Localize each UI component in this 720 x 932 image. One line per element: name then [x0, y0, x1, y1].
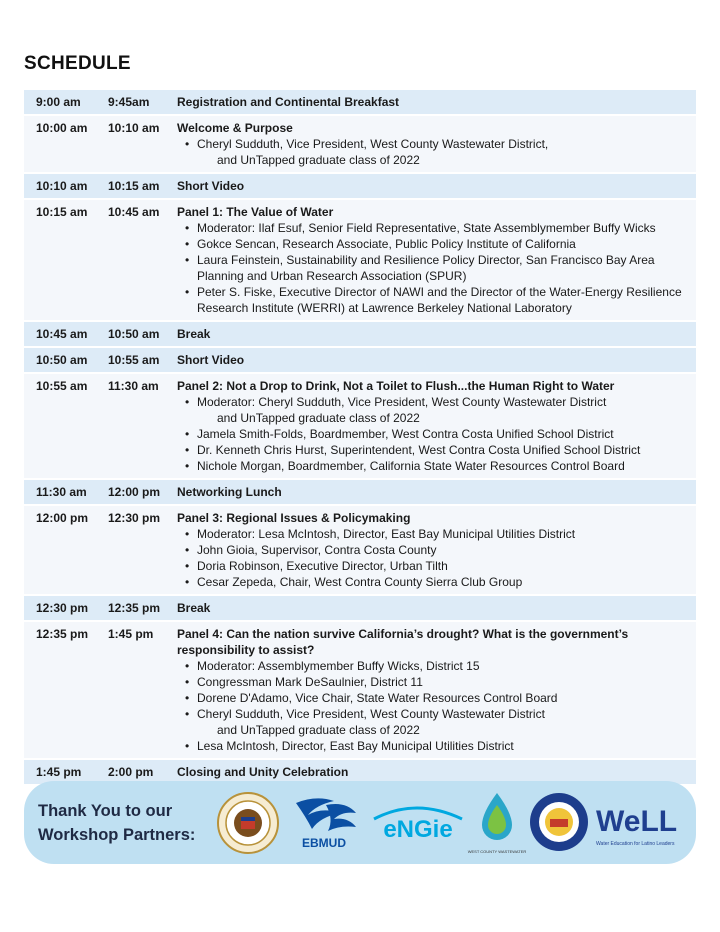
speaker-text: Moderator: Lesa McIntosh, Director, East Bay Municipal Utilities District [197, 527, 576, 541]
speaker-item [197, 252, 686, 284]
session-description [177, 90, 696, 114]
end-time: 12:30 pm [108, 511, 161, 525]
engie-logo [366, 799, 470, 845]
schedule-row [24, 622, 696, 758]
session-description [177, 322, 696, 346]
session-title: Short Video [177, 179, 245, 193]
speaker-item [197, 394, 686, 426]
session-description [177, 480, 696, 504]
session-title: Panel 2: Not a Drop to Drink, Not a Toilet to Flush...the Human Right to Water [177, 379, 615, 393]
session-description [177, 374, 696, 478]
end-time: 10:45 am [108, 205, 160, 219]
schedule-row [24, 322, 696, 346]
speaker-item [197, 136, 686, 168]
schedule-table [24, 90, 696, 784]
end-time: 12:00 pm [108, 485, 161, 499]
speaker-text: Moderator: Ilaf Esuf, Senior Field Representative, State Assemblymember Buffy Wicks [197, 221, 656, 235]
session-description [177, 200, 696, 320]
start-time: 10:55 am [36, 379, 88, 393]
session-title: Closing and Unity Celebration [177, 765, 349, 779]
schedule-row [24, 348, 696, 372]
speaker-text-continued: and UnTapped graduate class of 2022 [217, 411, 420, 425]
end-time: 1:45 pm [108, 627, 154, 641]
well-tagline: Water Education for Latino Leaders [596, 841, 675, 847]
start-time: 10:10 am [36, 179, 88, 193]
schedule-row [24, 200, 696, 320]
thanks-line-1: Thank You to our [38, 802, 173, 820]
ebmud-logo [286, 795, 362, 851]
speaker-text: Cheryl Sudduth, Vice President, West County Wastewater District, [197, 137, 549, 151]
speaker-item [197, 220, 686, 236]
wcw-label: WEST COUNTY WASTEWATER [467, 849, 527, 854]
west-county-wastewater-logo [467, 791, 527, 857]
speaker-text: Doria Robinson, Executive Director, Urban Tilth [197, 559, 448, 573]
session-title: Registration and Continental Breakfast [177, 95, 400, 109]
schedule-row [24, 506, 696, 594]
speaker-text: John Gioia, Supervisor, Contra Costa County [197, 543, 437, 557]
end-time: 10:50 am [108, 327, 160, 341]
engie-label: eNGie [383, 816, 453, 843]
schedule-row [24, 90, 696, 114]
speaker-item [197, 542, 686, 558]
schedule-row [24, 174, 696, 198]
speaker-list [177, 394, 686, 474]
schedule-row [24, 374, 696, 478]
speaker-item [197, 284, 686, 316]
speaker-text: Dr. Kenneth Chris Hurst, Superintendent, West Contra Costa Unified School District [197, 443, 641, 457]
speaker-item [197, 458, 686, 474]
well-logo [594, 797, 690, 853]
session-title: Panel 4: Can the nation survive California’s drought? What is the government’s responsibility to assist? [177, 627, 629, 657]
thanks-text [38, 799, 195, 847]
end-time: 9:45am [108, 95, 150, 109]
session-title: Break [177, 327, 211, 341]
session-description [177, 622, 696, 758]
speaker-text-continued: and UnTapped graduate class of 2022 [217, 153, 420, 167]
session-description [177, 116, 696, 172]
start-time: 10:15 am [36, 205, 88, 219]
end-time: 12:35 pm [108, 601, 161, 615]
speaker-text-continued: and UnTapped graduate class of 2022 [217, 723, 420, 737]
speaker-item [197, 690, 686, 706]
session-description [177, 596, 696, 620]
speaker-item [197, 658, 686, 674]
school-district-seal-logo [528, 791, 590, 853]
session-title: Short Video [177, 353, 245, 367]
partners-banner [24, 781, 696, 864]
end-time: 2:00 pm [108, 765, 154, 779]
session-title: Networking Lunch [177, 485, 282, 499]
speaker-item [197, 442, 686, 458]
session-title: Break [177, 601, 211, 615]
session-title: Welcome & Purpose [177, 121, 293, 135]
page-title: SCHEDULE [24, 53, 131, 74]
speaker-list [177, 658, 686, 754]
start-time: 10:45 am [36, 327, 88, 341]
schedule-row [24, 596, 696, 620]
session-title: Panel 1: The Value of Water [177, 205, 334, 219]
well-label: WeLL [596, 805, 678, 838]
speaker-list [177, 136, 686, 168]
session-description [177, 506, 696, 594]
start-time: 12:30 pm [36, 601, 89, 615]
speaker-text: Jamela Smith-Folds, Boardmember, West Contra Costa Unified School District [197, 427, 614, 441]
speaker-text: Lesa McIntosh, Director, East Bay Municipal Utilities District [197, 739, 514, 753]
start-time: 12:00 pm [36, 511, 89, 525]
speaker-item [197, 558, 686, 574]
speaker-item [197, 706, 686, 738]
speaker-text: Laura Feinstein, Sustainability and Resilience Policy Director, San Francisco Bay Area Planning and Urban Research Association (SPUR) [197, 253, 655, 283]
start-time: 10:00 am [36, 121, 88, 135]
speaker-item [197, 236, 686, 252]
speaker-text: Nichole Morgan, Boardmember, California State Water Resources Control Board [197, 459, 625, 473]
speaker-item [197, 674, 686, 690]
speaker-text: Cesar Zepeda, Chair, West Contra County Sierra Club Group [197, 575, 523, 589]
speaker-text: Gokce Sencan, Research Associate, Public Policy Institute of California [197, 237, 576, 251]
schedule-row [24, 116, 696, 172]
speaker-list [177, 220, 686, 316]
speaker-item [197, 574, 686, 590]
start-time: 1:45 pm [36, 765, 82, 779]
speaker-item [197, 738, 686, 754]
session-description [177, 174, 696, 198]
speaker-text: Dorene D'Adamo, Vice Chair, State Water Resources Control Board [197, 691, 558, 705]
speaker-text: Moderator: Assemblymember Buffy Wicks, District 15 [197, 659, 480, 673]
ebmud-label: EBMUD [302, 836, 346, 850]
end-time: 11:30 am [108, 379, 159, 393]
state-assembly-seal-logo [216, 791, 280, 855]
start-time: 11:30 am [36, 485, 87, 499]
session-title: Panel 3: Regional Issues & Policymaking [177, 511, 411, 525]
speaker-text: Congressman Mark DeSaulnier, District 11 [197, 675, 423, 689]
schedule-row [24, 480, 696, 504]
start-time: 10:50 am [36, 353, 88, 367]
thanks-line-2: Workshop Partners: [38, 826, 196, 844]
end-time: 10:55 am [108, 353, 160, 367]
session-description [177, 348, 696, 372]
speaker-item [197, 426, 686, 442]
speaker-text: Moderator: Cheryl Sudduth, Vice President, West County Wastewater District [197, 395, 607, 409]
speaker-list [177, 526, 686, 590]
speaker-item [197, 526, 686, 542]
start-time: 9:00 am [36, 95, 81, 109]
start-time: 12:35 pm [36, 627, 89, 641]
end-time: 10:15 am [108, 179, 160, 193]
speaker-text: Peter S. Fiske, Executive Director of NAWI and the Director of the Water-Energy Resilience Research Institute (WERRI) at Lawrence Berkeley National Laboratory [197, 285, 682, 315]
end-time: 10:10 am [108, 121, 160, 135]
speaker-text: Cheryl Sudduth, Vice President, West County Wastewater District [197, 707, 545, 721]
